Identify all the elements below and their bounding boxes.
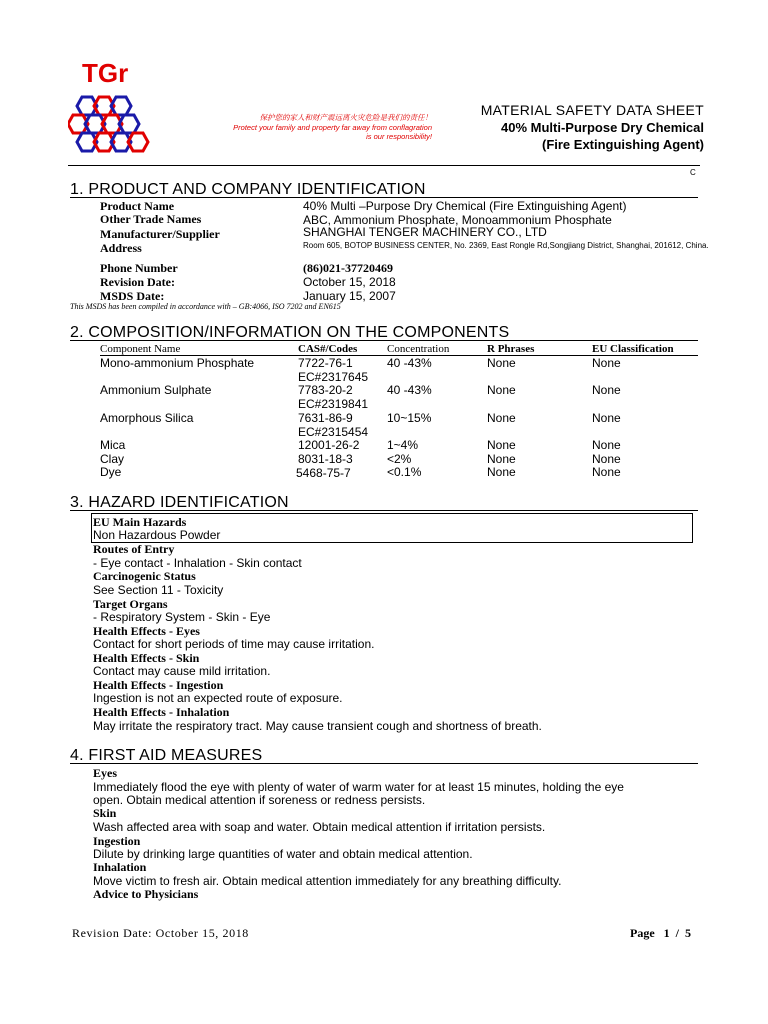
company-slogan — [160, 113, 432, 142]
component-cas: 8031-18-3 — [298, 452, 353, 466]
manufacturer-label: Manufacturer/Supplier — [100, 227, 220, 241]
component-eu-class: None — [592, 383, 621, 397]
component-name: Dye — [100, 465, 122, 479]
section-2-rule — [70, 340, 698, 341]
compliance-note: This MSDS has been compiled in accordance with – GB:4066, ISO 7202 and EN615 — [70, 302, 341, 311]
component-cas: 7783-20-2 — [298, 383, 353, 397]
first-aid-ingestion-label: Ingestion — [93, 834, 141, 848]
component-name: Clay — [100, 452, 125, 466]
product-subtitle: (Fire Extinguishing Agent) — [541, 137, 704, 152]
component-eu-class: None — [592, 411, 621, 425]
col-header-component: Component Name — [100, 343, 181, 355]
slogan-english-2: is our responsibility! — [366, 132, 432, 141]
component-eu-class: None — [592, 438, 621, 452]
section-1-title: 1. PRODUCT AND COMPANY IDENTIFICATION — [70, 181, 426, 198]
corner-mark: C — [690, 168, 696, 177]
manufacturer-value: SHANGHAI TENGER MACHINERY CO., LTD — [303, 225, 547, 239]
component-concentration: 40 -43% — [387, 356, 432, 370]
hazard-label: Target Organs — [93, 597, 168, 611]
eu-hazards-value: Non Hazardous Powder — [93, 528, 221, 542]
component-name: Mono-ammonium Phosphate — [100, 356, 255, 370]
eu-hazards-label: EU Main Hazards — [93, 515, 187, 529]
msds-date-value: January 15, 2007 — [303, 289, 396, 303]
footer-revision-date: Revision Date: October 15, 2018 — [72, 926, 249, 940]
hazard-text: - Eye contact - Inhalation - Skin contact — [93, 556, 302, 570]
page-label: Page — [630, 926, 655, 940]
first-aid-eyes-label: Eyes — [93, 766, 117, 780]
revision-date-value: October 15, 2018 — [303, 275, 396, 289]
component-eu-class: None — [592, 465, 621, 479]
component-name: Mica — [100, 438, 126, 452]
hazard-text: May irritate the respiratory tract. May cause transient cough and shortness of breath. — [93, 719, 542, 733]
first-aid-inhalation-text: Move victim to fresh air. Obtain medical attention immediately for any breathing difficulty. — [93, 874, 562, 888]
component-r-phrase: None — [487, 356, 516, 370]
phone-label: Phone Number — [100, 261, 178, 275]
section-4-rule — [70, 763, 698, 764]
hazard-label: Health Effects - Ingestion — [93, 678, 224, 692]
component-eu-class: None — [592, 356, 621, 370]
first-aid-skin-label: Skin — [93, 806, 117, 820]
page-total: 5 — [685, 926, 691, 940]
page-separator: / — [675, 926, 679, 940]
first-aid-inhalation-label: Inhalation — [93, 860, 147, 874]
component-eu-class: None — [592, 452, 621, 466]
hazard-text: See Section 11 - Toxicity — [93, 583, 224, 597]
component-r-phrase: None — [487, 383, 516, 397]
hazard-label: Routes of Entry — [93, 542, 175, 556]
section-3-rule — [70, 510, 698, 511]
component-ec: EC#2319841 — [298, 397, 369, 411]
address-label: Address — [100, 241, 142, 255]
section-4-title: 4. FIRST AID MEASURES — [70, 747, 263, 764]
component-concentration: <2% — [387, 452, 412, 466]
col-header-r-phrases: R Phrases — [487, 343, 535, 355]
component-ec: EC#2315454 — [298, 425, 369, 439]
component-concentration: 10~15% — [387, 411, 432, 425]
product-title: 40% Multi-Purpose Dry Chemical — [501, 120, 704, 135]
first-aid-eyes-text-1: Immediately flood the eye with plenty of water of warm water for at least 15 minutes, holding the eye — [93, 780, 624, 794]
slogan-chinese: 保护您的家人和财产震远离火灾危险是我们的责任！ — [259, 113, 432, 122]
component-r-phrase: None — [487, 465, 516, 479]
company-logo-text: TGr — [82, 58, 129, 88]
msds-date-label: MSDS Date: — [100, 289, 165, 303]
hazard-label: Health Effects - Eyes — [93, 624, 200, 638]
component-name: Amorphous Silica — [100, 411, 194, 425]
section-2-title: 2. COMPOSITION/INFORMATION ON THE COMPONENTS — [70, 324, 510, 341]
section-1-rule — [70, 197, 698, 198]
component-r-phrase: None — [487, 411, 516, 425]
page-number: 1 — [663, 926, 670, 940]
footer-page-indicator — [630, 926, 691, 941]
hazard-label: Carcinogenic Status — [93, 569, 196, 583]
hazard-label: Health Effects - Inhalation — [93, 705, 230, 719]
col-header-concentration: Concentration — [387, 343, 450, 355]
component-concentration: 40 -43% — [387, 383, 432, 397]
other-trade-names-value: ABC, Ammonium Phosphate, Monoammonium Phosphate — [303, 213, 612, 227]
component-r-phrase: None — [487, 438, 516, 452]
component-r-phrase: None — [487, 452, 516, 466]
other-trade-names-label: Other Trade Names — [100, 212, 202, 226]
phone-value: (86)021-37720469 — [303, 261, 393, 275]
component-cas: 12001-26-2 — [298, 438, 360, 452]
section-3-title: 3. HAZARD IDENTIFICATION — [70, 494, 289, 511]
first-aid-ingestion-text: Dilute by drinking large quantities of water and obtain medical attention. — [93, 847, 473, 861]
revision-date-label: Revision Date: — [100, 275, 175, 289]
component-concentration: <0.1% — [387, 465, 422, 479]
document-title-block — [481, 102, 704, 152]
component-cas: 7722-76-1 — [298, 356, 353, 370]
product-name-value: 40% Multi –Purpose Dry Chemical (Fire Extinguishing Agent) — [303, 199, 627, 213]
product-name-label: Product Name — [100, 199, 175, 213]
hazard-text: Contact for short periods of time may cause irritation. — [93, 637, 375, 651]
hazard-text: - Respiratory System - Skin - Eye — [93, 610, 271, 624]
col-header-cas: CAS#/Codes — [298, 343, 358, 355]
component-concentration: 1~4% — [387, 438, 419, 452]
component-ec: EC#2317645 — [298, 370, 369, 384]
component-cas: 5468-75-7 — [296, 466, 351, 480]
first-aid-eyes-text-2: open. Obtain medical attention if soreness or redness persists. — [93, 793, 426, 807]
hazard-label: Health Effects - Skin — [93, 651, 200, 665]
document-type: MATERIAL SAFETY DATA SHEET — [480, 102, 704, 118]
first-aid-skin-text: Wash affected area with soap and water. Obtain medical attention if irritation persists. — [93, 820, 546, 834]
hexagon-logo-icon — [68, 94, 150, 164]
header-divider — [68, 165, 700, 166]
slogan-english-1: Protect your family and property far away from conflagration — [233, 122, 432, 132]
address-value: Room 605, BOTOP BUSINESS CENTER, No. 2369, East Rongle Rd,Songjiang District, Shanghai, 201612, China. — [303, 241, 709, 250]
hazard-text: Contact may cause mild irritation. — [93, 664, 271, 678]
first-aid-advice-label: Advice to Physicians — [93, 887, 199, 901]
component-name: Ammonium Sulphate — [100, 383, 212, 397]
hazard-text: Ingestion is not an expected route of exposure. — [93, 691, 343, 705]
component-cas: 7631-86-9 — [298, 411, 353, 425]
col-header-eu-class: EU Classification — [592, 343, 674, 355]
